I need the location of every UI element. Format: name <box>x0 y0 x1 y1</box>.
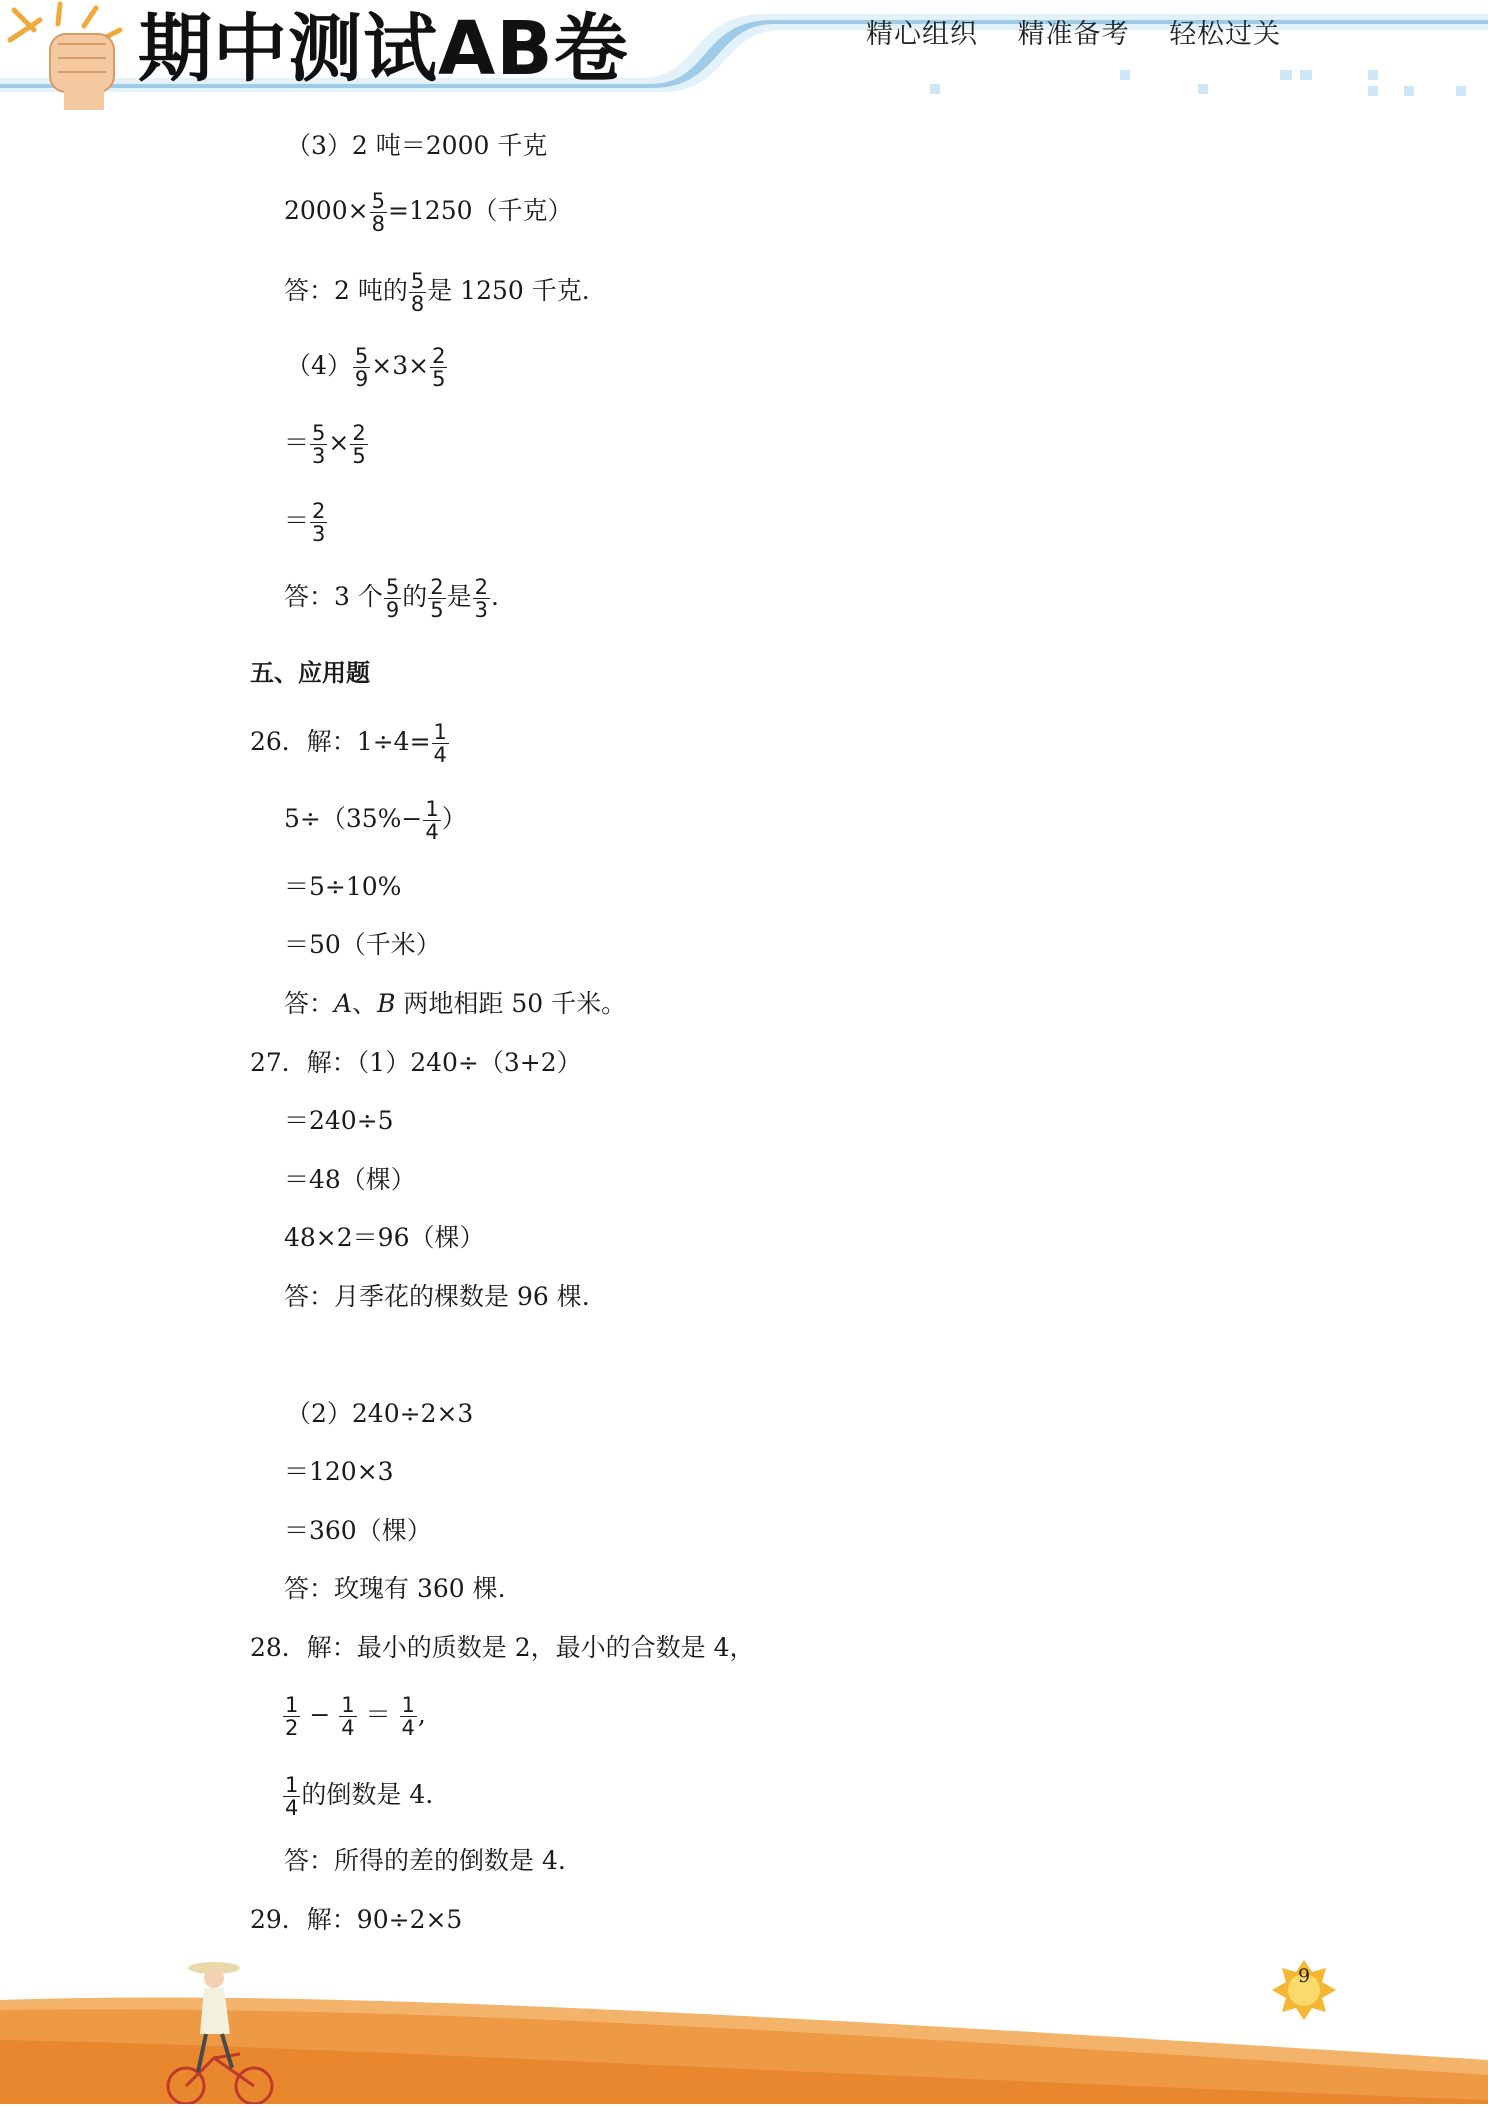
fraction: $\frac{1}{4}$ <box>425 797 439 844</box>
text: × <box>328 428 350 457</box>
fraction: $\frac{2}{5}$ <box>432 344 446 391</box>
text: 5÷（35%− <box>284 804 423 833</box>
text: 答：2 吨的 <box>284 276 408 305</box>
fraction: $\frac{1}{4}$ <box>341 1693 355 1740</box>
text: 答：3 个 <box>284 582 383 611</box>
text: ＝ <box>365 1700 391 1729</box>
answer-line <box>284 576 499 621</box>
answer-line: 答：月季花的棵数是 96 棵. <box>284 1282 590 1311</box>
footer-banner <box>0 1950 1488 2104</box>
text: ） <box>441 804 467 833</box>
text: − <box>309 1700 331 1729</box>
text-line: ＝360（棵） <box>284 1516 432 1545</box>
fraction: $\frac{5}{9}$ <box>354 344 369 391</box>
text: 的倒数是 4. <box>301 1780 434 1809</box>
fraction: $\frac{2}{5}$ <box>430 575 444 622</box>
fraction: $\frac{1}{4}$ <box>401 1693 415 1740</box>
text-line: ＝48（棵） <box>284 1165 416 1194</box>
text: 的 <box>402 582 428 611</box>
text: , <box>417 1700 426 1729</box>
fraction: $\frac{1}{4}$ <box>285 1773 299 1820</box>
text-line: 28．解：最小的质数是 2，最小的合数是 4， <box>250 1633 755 1662</box>
math-line <box>282 1774 433 1819</box>
answer-line <box>284 989 626 1019</box>
answer-line: 答：玫瑰有 360 棵. <box>284 1574 506 1603</box>
answer-line: 答：所得的差的倒数是 4. <box>284 1846 566 1875</box>
fraction: $\frac{2}{3}$ <box>474 575 489 622</box>
text: ＝ <box>284 506 310 535</box>
text: 26．解：1÷4= <box>250 727 431 756</box>
fraction: $\frac{5}{8}$ <box>371 189 385 236</box>
text-line <box>286 131 547 161</box>
text: =1250（千克） <box>387 196 573 225</box>
text-line: ＝5÷10% <box>284 872 402 901</box>
text: ＝ <box>284 428 310 457</box>
slogan-1: 精心组织 <box>866 19 978 50</box>
text: 是 <box>446 582 472 611</box>
slogan-3: 轻松过关 <box>1169 19 1282 50</box>
text-line: ＝240÷5 <box>284 1106 394 1135</box>
text: 、 <box>352 989 378 1018</box>
math-line <box>284 500 328 545</box>
text: 两地相距 50 千米。 <box>395 989 627 1018</box>
text: B <box>377 989 396 1018</box>
text-line: 29．解：90÷2×5 <box>250 1905 463 1934</box>
text-line: （2）240÷2×3 <box>286 1399 474 1428</box>
fraction: $\frac{5}{9}$ <box>385 575 400 622</box>
math-line <box>250 721 450 766</box>
text-line: 27．解：（1）240÷（3+2） <box>250 1048 582 1077</box>
text-line: ＝50（千米） <box>284 930 441 959</box>
text: ×3× <box>371 351 430 380</box>
page-number: 9 <box>1297 1965 1311 1987</box>
fraction: $\frac{1}{2}$ <box>285 1693 299 1740</box>
slogan-2: 精准备考 <box>1017 19 1130 50</box>
math-line <box>284 190 573 235</box>
section-heading: 五、应用题 <box>250 659 370 687</box>
text: 答： <box>284 989 335 1018</box>
text: 是 1250 千克. <box>427 276 590 305</box>
fraction: $\frac{1}{4}$ <box>433 720 447 767</box>
fraction: $\frac{5}{8}$ <box>410 269 425 316</box>
text-line: 48×2＝96（棵） <box>284 1223 485 1252</box>
page-footer <box>0 1950 1488 2104</box>
math-line <box>286 345 448 390</box>
answer-line <box>284 270 590 315</box>
text-line: ＝120×3 <box>284 1457 394 1486</box>
math-line <box>284 422 369 467</box>
text: （3）2 吨＝2000 千克 <box>286 131 548 160</box>
math-line <box>282 1694 426 1739</box>
text: . <box>491 582 499 611</box>
math-line <box>284 798 467 843</box>
fraction: $\frac{5}{3}$ <box>312 421 326 468</box>
text: A <box>334 989 353 1018</box>
fraction: $\frac{2}{5}$ <box>352 421 366 468</box>
text: 2000× <box>284 196 369 225</box>
fraction: $\frac{2}{3}$ <box>312 499 326 546</box>
text: （4） <box>286 351 352 380</box>
page-title: 期中测试AB卷 <box>138 6 629 92</box>
